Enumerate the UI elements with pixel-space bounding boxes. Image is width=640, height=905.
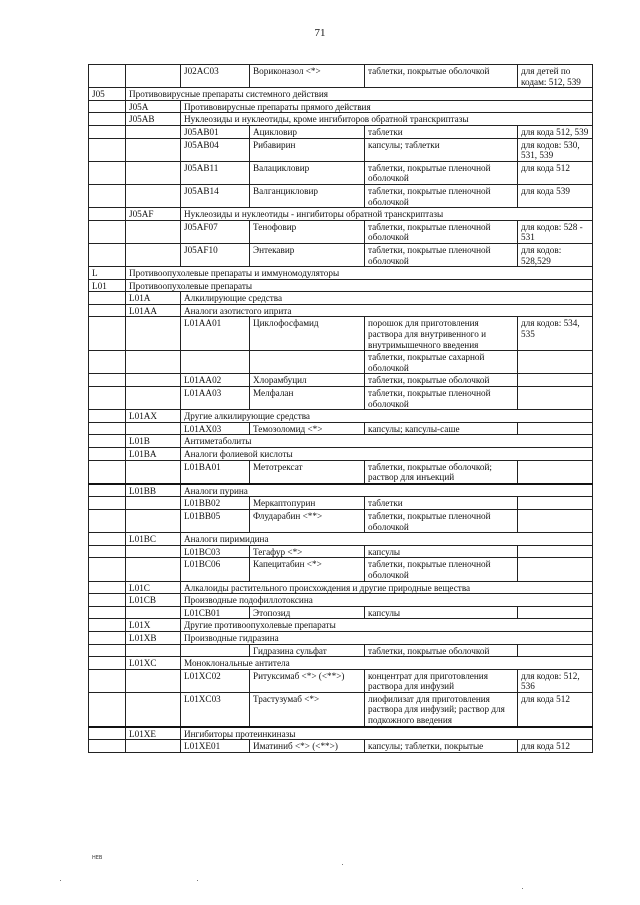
atc-subgroup-code-cell [126, 65, 181, 88]
atc-subgroup-code-cell [126, 422, 181, 435]
code-note-cell [518, 374, 593, 387]
table-row [89, 220, 593, 243]
group-description-cell: Производные гидразина [181, 631, 593, 644]
code-note-cell: для кода 512 [518, 692, 593, 726]
code-note-cell [518, 606, 593, 619]
code-note-cell [518, 509, 593, 532]
atc-group-code-cell: J05 [89, 88, 126, 101]
atc-group-code-cell [89, 509, 126, 532]
code-note-cell: для кода 512 [518, 740, 593, 753]
atc-subgroup-code-cell [126, 509, 181, 532]
table-row [89, 497, 593, 510]
atc-group-code-cell [89, 351, 126, 374]
drug-name-cell: Валганцикловир [250, 184, 365, 207]
dosage-form-cell: таблетки, покрытые пленочной оболочкой [365, 558, 518, 581]
dosage-form-cell: капсулы; таблетки [365, 138, 518, 161]
atc-code-cell: L01BB02 [181, 497, 250, 510]
atc-group-code-cell [89, 184, 126, 207]
drug-name-cell: Рибавирин [250, 138, 365, 161]
atc-subgroup-code-cell: L01B [126, 435, 181, 448]
drug-name-cell [250, 351, 365, 374]
code-note-cell: для кода 539 [518, 184, 593, 207]
table-row [89, 100, 593, 113]
code-note-cell [518, 545, 593, 558]
atc-group-code-cell [89, 435, 126, 448]
group-description-cell: Нуклеозиды и нуклеотиды - ингибиторы обратной транскриптазы [181, 208, 593, 221]
atc-subgroup-code-cell: L01CB [126, 594, 181, 607]
group-description-cell: Антиметаболиты [181, 435, 593, 448]
drug-name-cell: Хлорамбуцил [250, 374, 365, 387]
table-row [89, 594, 593, 607]
atc-group-code-cell [89, 387, 126, 410]
drug-name-cell: Тегафур <*> [250, 545, 365, 558]
atc-subgroup-code-cell: L01AX [126, 410, 181, 423]
drug-name-cell: Ритуксимаб <*> (<**>) [250, 669, 365, 692]
table-row [89, 410, 593, 423]
group-description-cell: Алкалоиды растительного происхождения и другие природные вещества [181, 581, 593, 594]
atc-code-cell: L01BB05 [181, 509, 250, 532]
drug-name-cell: Валацикловир [250, 161, 365, 184]
dosage-form-cell: таблетки, покрытые оболочкой [365, 65, 518, 88]
group-description-cell: Нуклеозиды и нуклеотиды, кроме ингибиторов обратной транскриптазы [181, 113, 593, 126]
table-row [89, 533, 593, 546]
table-row [89, 208, 593, 221]
drug-table [88, 64, 593, 753]
atc-group-code-cell [89, 727, 126, 740]
group-description-cell: Другие противоопухолевые препараты [181, 619, 593, 632]
code-note-cell: для кодов: 530, 531, 539 [518, 138, 593, 161]
atc-group-code-cell [89, 292, 126, 305]
dosage-form-cell: таблетки, покрытые оболочкой [365, 374, 518, 387]
table-row [89, 422, 593, 435]
atc-group-code-cell [89, 533, 126, 546]
code-note-cell [518, 460, 593, 484]
drug-name-cell: Темозоломид <*> [250, 422, 365, 435]
drug-table-body [89, 65, 593, 753]
atc-group-code-cell [89, 669, 126, 692]
drug-name-cell: Флударабин <**> [250, 509, 365, 532]
atc-code-cell: J05AF10 [181, 243, 250, 266]
drug-name-cell: Иматиниб <*> (<**>) [250, 740, 365, 753]
table-row [89, 435, 593, 448]
code-note-cell [518, 387, 593, 410]
atc-subgroup-code-cell [126, 184, 181, 207]
atc-group-code-cell [89, 657, 126, 670]
drug-name-cell: Циклофосфамид [250, 317, 365, 351]
dosage-form-cell: капсулы [365, 606, 518, 619]
atc-group-code-cell [89, 484, 126, 497]
dosage-form-cell: таблетки, покрытые оболочкой [365, 644, 518, 657]
table-row [89, 351, 593, 374]
atc-group-code-cell [89, 374, 126, 387]
dosage-form-cell: таблетки, покрытые пленочной оболочкой [365, 161, 518, 184]
table-row [89, 644, 593, 657]
dosage-form-cell: таблетки [365, 497, 518, 510]
drug-name-cell: Метотрексат [250, 460, 365, 484]
table-row [89, 243, 593, 266]
table-row [89, 657, 593, 670]
atc-group-code-cell [89, 422, 126, 435]
table-row [89, 727, 593, 740]
atc-group-code-cell [89, 460, 126, 484]
atc-code-cell: J05AB04 [181, 138, 250, 161]
dosage-form-cell: капсулы; таблетки, покрытые [365, 740, 518, 753]
atc-group-code-cell [89, 619, 126, 632]
atc-group-code-cell [89, 65, 126, 88]
atc-subgroup-code-cell [126, 669, 181, 692]
atc-code-cell: J05AB11 [181, 161, 250, 184]
atc-subgroup-code-cell: L01XE [126, 727, 181, 740]
dosage-form-cell: таблетки, покрытые пленочной оболочкой [365, 243, 518, 266]
table-row [89, 184, 593, 207]
atc-group-code-cell [89, 100, 126, 113]
atc-code-cell: L01XC02 [181, 669, 250, 692]
drug-name-cell: Ацикловир [250, 125, 365, 138]
atc-subgroup-code-cell: L01BA [126, 448, 181, 461]
atc-code-cell: J05AB14 [181, 184, 250, 207]
table-row [89, 65, 593, 88]
table-row [89, 138, 593, 161]
atc-group-code-cell: L01 [89, 279, 126, 292]
atc-subgroup-code-cell [126, 740, 181, 753]
atc-code-cell: L01AA02 [181, 374, 250, 387]
table-row [89, 448, 593, 461]
atc-subgroup-code-cell [126, 692, 181, 726]
atc-subgroup-code-cell [126, 460, 181, 484]
atc-group-code-cell [89, 740, 126, 753]
dosage-form-cell: таблетки, покрытые пленочной оболочкой [365, 184, 518, 207]
page-footer-mark: НЕВ [92, 855, 103, 861]
group-description-cell: Аналоги азотистого иприта [181, 304, 593, 317]
atc-subgroup-code-cell [126, 545, 181, 558]
group-description-cell: Ингибиторы протеинкиназы [181, 727, 593, 740]
atc-subgroup-code-cell: L01BC [126, 533, 181, 546]
group-description-cell: Противоопухолевые препараты [126, 279, 593, 292]
atc-subgroup-code-cell [126, 220, 181, 243]
atc-subgroup-code-cell: L01X [126, 619, 181, 632]
table-row [89, 669, 593, 692]
atc-code-cell: L01AA01 [181, 317, 250, 351]
dosage-form-cell: капсулы; капсулы-саше [365, 422, 518, 435]
atc-code-cell: L01BC03 [181, 545, 250, 558]
atc-code-cell: L01AX03 [181, 422, 250, 435]
table-row [89, 619, 593, 632]
atc-code-cell: J05AF07 [181, 220, 250, 243]
atc-group-code-cell [89, 581, 126, 594]
atc-code-cell [181, 351, 250, 374]
group-description-cell: Противовирусные препараты системного действия [126, 88, 593, 101]
atc-group-code-cell [89, 606, 126, 619]
atc-group-code-cell [89, 692, 126, 726]
atc-group-code-cell [89, 125, 126, 138]
dosage-form-cell: таблетки, покрытые пленочной оболочкой [365, 387, 518, 410]
atc-subgroup-code-cell: L01XB [126, 631, 181, 644]
dosage-form-cell: таблетки, покрытые оболочкой; раствор для инъекций [365, 460, 518, 484]
atc-group-code-cell [89, 545, 126, 558]
code-note-cell: для кодов: 528 - 531 [518, 220, 593, 243]
table-row [89, 692, 593, 726]
atc-subgroup-code-cell [126, 351, 181, 374]
dosage-form-cell: капсулы [365, 545, 518, 558]
atc-code-cell [181, 644, 250, 657]
atc-subgroup-code-cell: J05A [126, 100, 181, 113]
table-row [89, 292, 593, 305]
atc-group-code-cell [89, 644, 126, 657]
table-row [89, 740, 593, 753]
group-description-cell: Противовирусные препараты прямого действия [181, 100, 593, 113]
atc-group-code-cell: L [89, 267, 126, 280]
atc-subgroup-code-cell: L01XC [126, 657, 181, 670]
code-note-cell [518, 558, 593, 581]
dosage-form-cell: таблетки [365, 125, 518, 138]
atc-subgroup-code-cell [126, 125, 181, 138]
atc-group-code-cell [89, 138, 126, 161]
atc-code-cell: J05AB01 [181, 125, 250, 138]
atc-group-code-cell [89, 497, 126, 510]
drug-name-cell: Гидразина сульфат [250, 644, 365, 657]
table-row [89, 460, 593, 484]
code-note-cell [518, 422, 593, 435]
atc-subgroup-code-cell: L01BB [126, 484, 181, 497]
atc-subgroup-code-cell [126, 497, 181, 510]
code-note-cell: для детей по кодам: 512, 539 [518, 65, 593, 88]
atc-subgroup-code-cell [126, 243, 181, 266]
atc-code-cell: L01CB01 [181, 606, 250, 619]
atc-subgroup-code-cell [126, 644, 181, 657]
atc-group-code-cell [89, 317, 126, 351]
atc-subgroup-code-cell [126, 161, 181, 184]
dosage-form-cell: таблетки, покрытые сахарной оболочкой [365, 351, 518, 374]
group-description-cell: Алкилирующие средства [181, 292, 593, 305]
code-note-cell: для кодов: 528,529 [518, 243, 593, 266]
atc-subgroup-code-cell [126, 387, 181, 410]
atc-subgroup-code-cell [126, 138, 181, 161]
code-note-cell: для кода 512 [518, 161, 593, 184]
table-row [89, 88, 593, 101]
atc-code-cell: L01AA03 [181, 387, 250, 410]
dosage-form-cell: концентрат для приготовления раствора для инфузий [365, 669, 518, 692]
table-row [89, 267, 593, 280]
atc-subgroup-code-cell [126, 374, 181, 387]
atc-group-code-cell [89, 558, 126, 581]
group-description-cell: Производные подофиллотоксина [181, 594, 593, 607]
group-description-cell: Другие алкилирующие средства [181, 410, 593, 423]
atc-subgroup-code-cell [126, 606, 181, 619]
table-row [89, 317, 593, 351]
table-row [89, 509, 593, 532]
drug-name-cell: Мелфалан [250, 387, 365, 410]
drug-name-cell: Тенофовир [250, 220, 365, 243]
atc-code-cell: J02AC03 [181, 65, 250, 88]
scan-speck [522, 888, 523, 889]
code-note-cell [518, 644, 593, 657]
drug-name-cell: Этопозид [250, 606, 365, 619]
atc-group-code-cell [89, 220, 126, 243]
atc-subgroup-code-cell: L01A [126, 292, 181, 305]
atc-subgroup-code-cell: L01C [126, 581, 181, 594]
table-row [89, 581, 593, 594]
code-note-cell: для кода 512, 539 [518, 125, 593, 138]
table-row [89, 545, 593, 558]
table-row [89, 279, 593, 292]
table-row [89, 113, 593, 126]
table-row [89, 606, 593, 619]
atc-code-cell: L01BA01 [181, 460, 250, 484]
dosage-form-cell: таблетки, покрытые пленочной оболочкой [365, 509, 518, 532]
scan-speck [197, 880, 198, 881]
code-note-cell: для кодов: 534, 535 [518, 317, 593, 351]
atc-group-code-cell [89, 410, 126, 423]
table-row [89, 374, 593, 387]
atc-group-code-cell [89, 594, 126, 607]
atc-subgroup-code-cell [126, 558, 181, 581]
atc-group-code-cell [89, 304, 126, 317]
atc-subgroup-code-cell: J05AF [126, 208, 181, 221]
scan-speck [342, 864, 343, 865]
table-row [89, 161, 593, 184]
group-description-cell: Аналоги пурина [181, 484, 593, 497]
table-row [89, 387, 593, 410]
atc-group-code-cell [89, 243, 126, 266]
table-row [89, 304, 593, 317]
code-note-cell: для кодов: 512, 536 [518, 669, 593, 692]
atc-group-code-cell [89, 161, 126, 184]
group-description-cell: Аналоги пиримидина [181, 533, 593, 546]
atc-code-cell: L01BC06 [181, 558, 250, 581]
group-description-cell: Моноклональные антитела [181, 657, 593, 670]
drug-name-cell: Вориконазол <*> [250, 65, 365, 88]
table-row [89, 631, 593, 644]
code-note-cell [518, 497, 593, 510]
code-note-cell [518, 351, 593, 374]
atc-subgroup-code-cell: L01AA [126, 304, 181, 317]
drug-name-cell: Трастузумаб <*> [250, 692, 365, 726]
atc-group-code-cell [89, 113, 126, 126]
dosage-form-cell: порошок для приготовления раствора для внутривенного и внутримышечного введения [365, 317, 518, 351]
atc-code-cell: L01XC03 [181, 692, 250, 726]
table-row [89, 125, 593, 138]
dosage-form-cell: таблетки, покрытые пленочной оболочкой [365, 220, 518, 243]
atc-group-code-cell [89, 631, 126, 644]
dosage-form-cell: лиофилизат для приготовления раствора для инфузий; раствор для подкожного введения [365, 692, 518, 726]
atc-subgroup-code-cell [126, 317, 181, 351]
scan-speck [60, 880, 61, 881]
group-description-cell: Противоопухолевые препараты и иммуномодуляторы [126, 267, 593, 280]
drug-name-cell: Меркаптопурин [250, 497, 365, 510]
atc-subgroup-code-cell: J05AB [126, 113, 181, 126]
atc-code-cell: L01XE01 [181, 740, 250, 753]
drug-name-cell: Энтекавир [250, 243, 365, 266]
atc-group-code-cell [89, 448, 126, 461]
atc-group-code-cell [89, 208, 126, 221]
table-row [89, 558, 593, 581]
drug-name-cell: Капецитабин <*> [250, 558, 365, 581]
page-number: 71 [314, 27, 326, 39]
group-description-cell: Аналоги фолиевой кислоты [181, 448, 593, 461]
table-row [89, 484, 593, 497]
